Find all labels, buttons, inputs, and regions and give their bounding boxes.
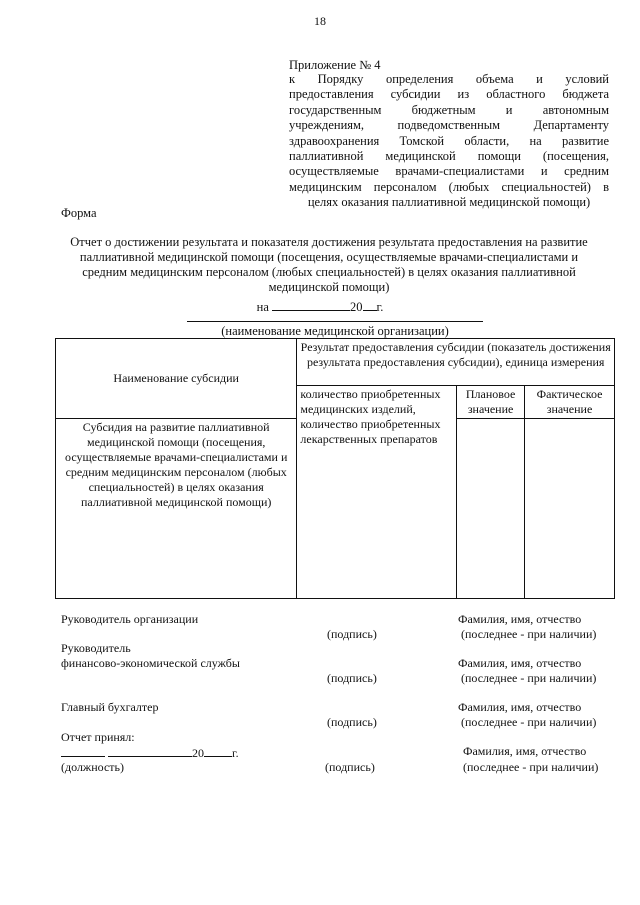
- date-suffix: г.: [376, 300, 384, 314]
- report-table: [55, 338, 615, 599]
- accepted-position-blank[interactable]: [61, 744, 105, 757]
- signature-caption: (подпись): [327, 715, 377, 729]
- annex-text: [289, 72, 609, 211]
- form-label: Форма: [61, 206, 97, 220]
- fio-caption: Фамилия, имя, отчество: [458, 700, 582, 714]
- accepted-year-blank[interactable]: [204, 744, 232, 757]
- report-title-line: Отчет о достижении результата и показателя достижения результата предоставления на развитие: [70, 235, 588, 249]
- annex-line: к Порядку определения объема и условий: [289, 72, 609, 86]
- head-fin-label-line1: Руководитель: [61, 641, 131, 655]
- planned-value-cell[interactable]: [457, 419, 525, 599]
- fio-note: (последнее - при наличии): [461, 627, 597, 641]
- header-actual-value: Фактическое значение: [525, 386, 615, 419]
- fio-caption: Фамилия, имя, отчество: [458, 612, 582, 626]
- annex-line: здравоохранения Томской области, на развитие: [289, 133, 609, 148]
- header-result: Результат предоставления субсидии (показатель достижения результата предоставления субсидии), единица измерения: [297, 339, 615, 386]
- subsidy-name-cell: Субсидия на развитие паллиативной медицинской помощи (посещения, осуществляемые врачами-специалистами и средним медицинским персоналом (любых специальностей) в целях оказания паллиативной медицинской помощи): [56, 419, 297, 599]
- fio-note: (последнее - при наличии): [461, 671, 597, 685]
- org-name-caption: (наименование медицинской организации): [221, 324, 449, 338]
- report-title-line: паллиативной медицинской помощи (посещения, осуществляемые врачами-специалистами и: [79, 250, 579, 264]
- page-number: 18: [314, 14, 326, 28]
- annex-line: учреждениям, подведомственным Департаменту: [289, 118, 609, 133]
- fio-note: (последнее - при наличии): [463, 760, 599, 774]
- annex-line: осуществляемые врачами-специалистами и средним: [289, 164, 609, 179]
- accepted-label: Отчет принял:: [61, 730, 135, 744]
- accepted-year-prefix: 20: [192, 746, 204, 760]
- accepted-date-line: [61, 744, 239, 761]
- header-quantity: количество приобретенных медицинских изделий, количество приобретенных лекарственных препаратов: [297, 386, 457, 599]
- org-name-line[interactable]: [187, 321, 483, 322]
- header-planned-value: Плановое значение: [457, 386, 525, 419]
- fio-caption: Фамилия, имя, отчество: [458, 656, 582, 670]
- date-year-prefix: 20: [350, 300, 363, 314]
- report-title-line: медицинской помощи): [268, 280, 390, 294]
- signature-caption: (подпись): [327, 627, 377, 641]
- annex-title: Приложение № 4: [289, 58, 381, 72]
- report-title: [55, 235, 603, 295]
- annex-line: целях оказания паллиативной медицинской помощи): [307, 195, 591, 210]
- chief-accountant-label: Главный бухгалтер: [61, 700, 159, 714]
- fio-caption: Фамилия, имя, отчество: [463, 744, 587, 758]
- signature-caption: (подпись): [325, 760, 375, 774]
- date-blank[interactable]: [272, 298, 350, 311]
- position-caption: (должность): [61, 760, 124, 774]
- actual-value-cell[interactable]: [525, 419, 615, 599]
- annex-line: медицинским персоналом (любых специальностей) в: [289, 179, 609, 194]
- date-prefix: на: [256, 300, 269, 314]
- annex-line: паллиативной медицинской помощи (посещения,: [289, 149, 609, 164]
- year-blank[interactable]: [363, 298, 377, 311]
- accepted-date-suffix: г.: [232, 746, 239, 760]
- annex-line: предоставления субсидии из областного бюджета: [289, 87, 609, 102]
- report-date-line: [0, 298, 640, 315]
- accepted-date-blank[interactable]: [108, 744, 192, 757]
- fio-note: (последнее - при наличии): [461, 715, 597, 729]
- table-header-row: [56, 339, 615, 386]
- head-org-label: Руководитель организации: [61, 612, 199, 626]
- head-fin-label-line2: финансово-экономической службы: [61, 656, 240, 670]
- header-subsidy-name: Наименование субсидии: [56, 339, 297, 419]
- signature-caption: (подпись): [327, 671, 377, 685]
- report-title-line: средним медицинским персоналом (любых специальностей) в целях оказания паллиативной: [82, 265, 576, 279]
- annex-line: государственным бюджетным и автономным: [289, 102, 609, 117]
